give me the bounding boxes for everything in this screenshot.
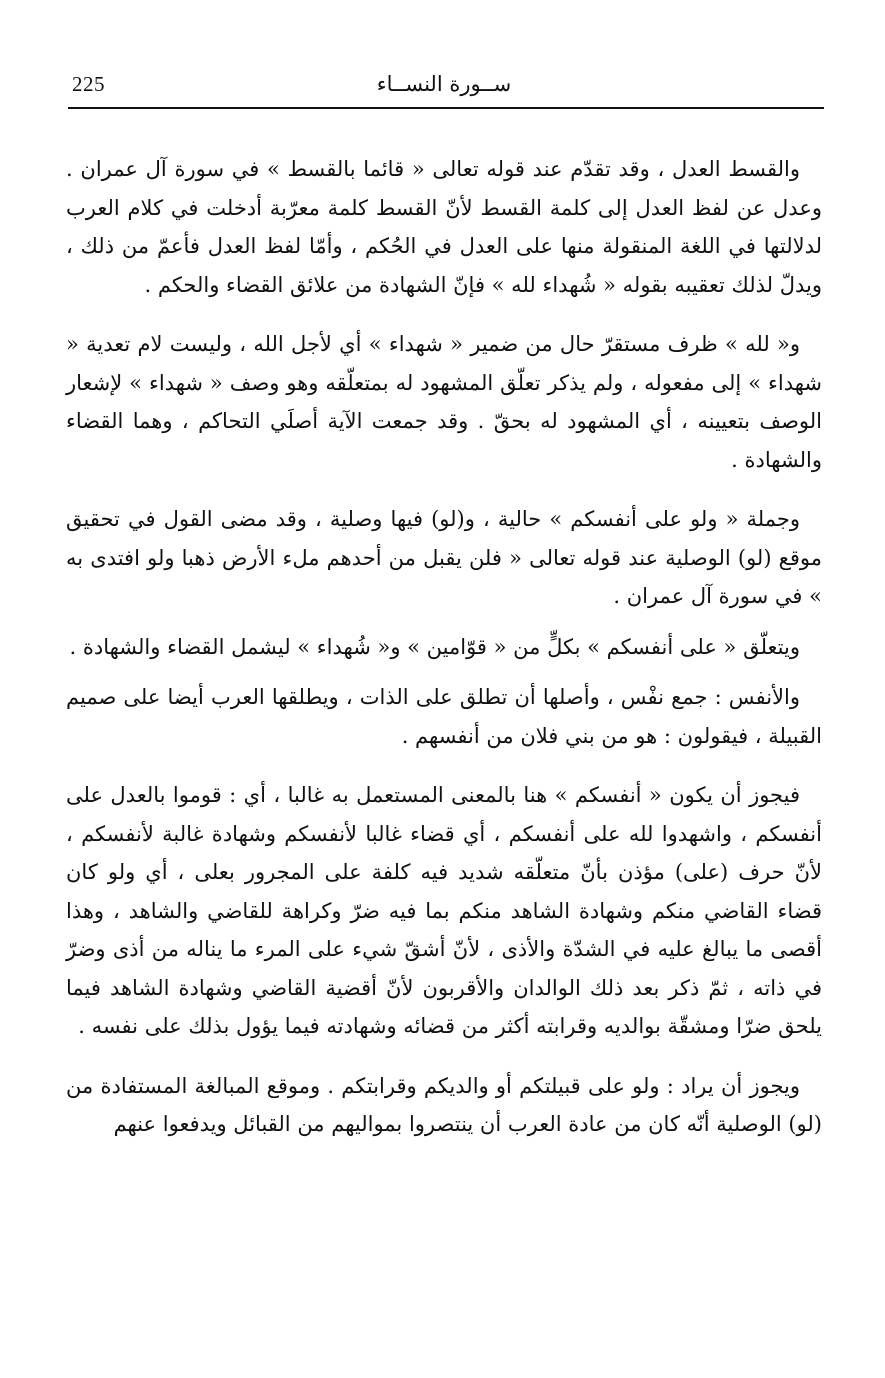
page-header xyxy=(68,66,820,106)
paragraph: فيجوز أن يكون « أنفسكم » هنا بالمعنى المستعمل به غالبا ، أي : قوموا بالعدل على أنفسكم ، واشهدوا لله على أنفسكم ، أي قضاء غالبا لأنفسكم وشهادة غالبة لأنفسكم ، لأنّ حرف (على) مؤذن بأنّ متعلّقه شديد فيه كلفة على المجرور بعلى ، أي ولو كان قضاء القاضي منكم وشهادة الشاهد منكم بما فيه ضرّ وكراهة للقاضي والشاهد ، وهذا أقصى ما يبالغ عليه في الشدّة والأذى ، لأنّ أشقّ شيء على المرء ما يناله من أذى وضرّ في ذاته ، ثمّ ذكر بعد ذلك الوالدان والأقربون لأنّ أقضية القاضي وشهادة الشاهد فيما يلحق ضرّا ومشقّة بوالديه وقرابته أكثر من قضائه وشهادته فيما يؤول بذلك على نفسه . xyxy=(66,783,822,1038)
running-title: ســورة النســاء xyxy=(376,72,512,96)
body-text xyxy=(66,150,822,1144)
paragraph: و« لله » ظرف مستقرّ حال من ضمير « شهداء » أي لأجل الله ، وليست لام تعدية « شهداء » إلى مفعوله ، ولم يذكر تعلّق المشهود له بمتعلّقه وهو وصف « شهداء » لإشعار الوصف بتعيينه ، أي المشهود له بحقّ . وقد جمعت الآية أصلَي التحاكم ، وهما القضاء والشهادة . xyxy=(66,332,822,472)
paragraph: ويجوز أن يراد : ولو على قبيلتكم أو والديكم وقرابتكم . وموقع المبالغة المستفادة من (لو) الوصلية أنّه كان من عادة العرب أن ينتصروا بمواليهم من القبائل ويدفعوا عنهم xyxy=(66,1073,822,1136)
paragraph: والقسط العدل ، وقد تقدّم عند قوله تعالى « قائما بالقسط » في سورة آل عمران . وعدل عن لفظ العدل إلى كلمة القسط لأنّ القسط كلمة معرّبة أدخلت في كلام العرب لدلالتها في اللغة المنقولة منها على العدل في الحُكم ، وأمّا لفظ العدل فأعمّ من ذلك ، ويدلّ لذلك تعقيبه بقوله « شُهداء لله » فإنّ الشهادة من علائق القضاء والحكم . xyxy=(66,157,822,297)
paragraph: ويتعلّق « على أنفسكم » بكلٍّ من « قوّامين » و« شُهداء » ليشمل القضاء والشهادة . xyxy=(69,634,800,659)
page-number: 225 xyxy=(72,72,105,96)
paragraph: والأنفس : جمع نفْس ، وأصلها أن تطلق على الذات ، ويطلقها العرب أيضا على صميم القبيلة ، فيقولون : هو من بني فلان من أنفسهم . xyxy=(66,685,822,748)
paragraph: وجملة « ولو على أنفسكم » حالية ، و(لو) فيها وصلية ، وقد مضى القول في تحقيق موقع (لو) الوصلية عند قوله تعالى « فلن يقبل من أحدهم ملء الأرض ذهبا ولو افتدى به » في سورة آل عمران . xyxy=(66,507,822,608)
header-rule xyxy=(68,107,824,109)
